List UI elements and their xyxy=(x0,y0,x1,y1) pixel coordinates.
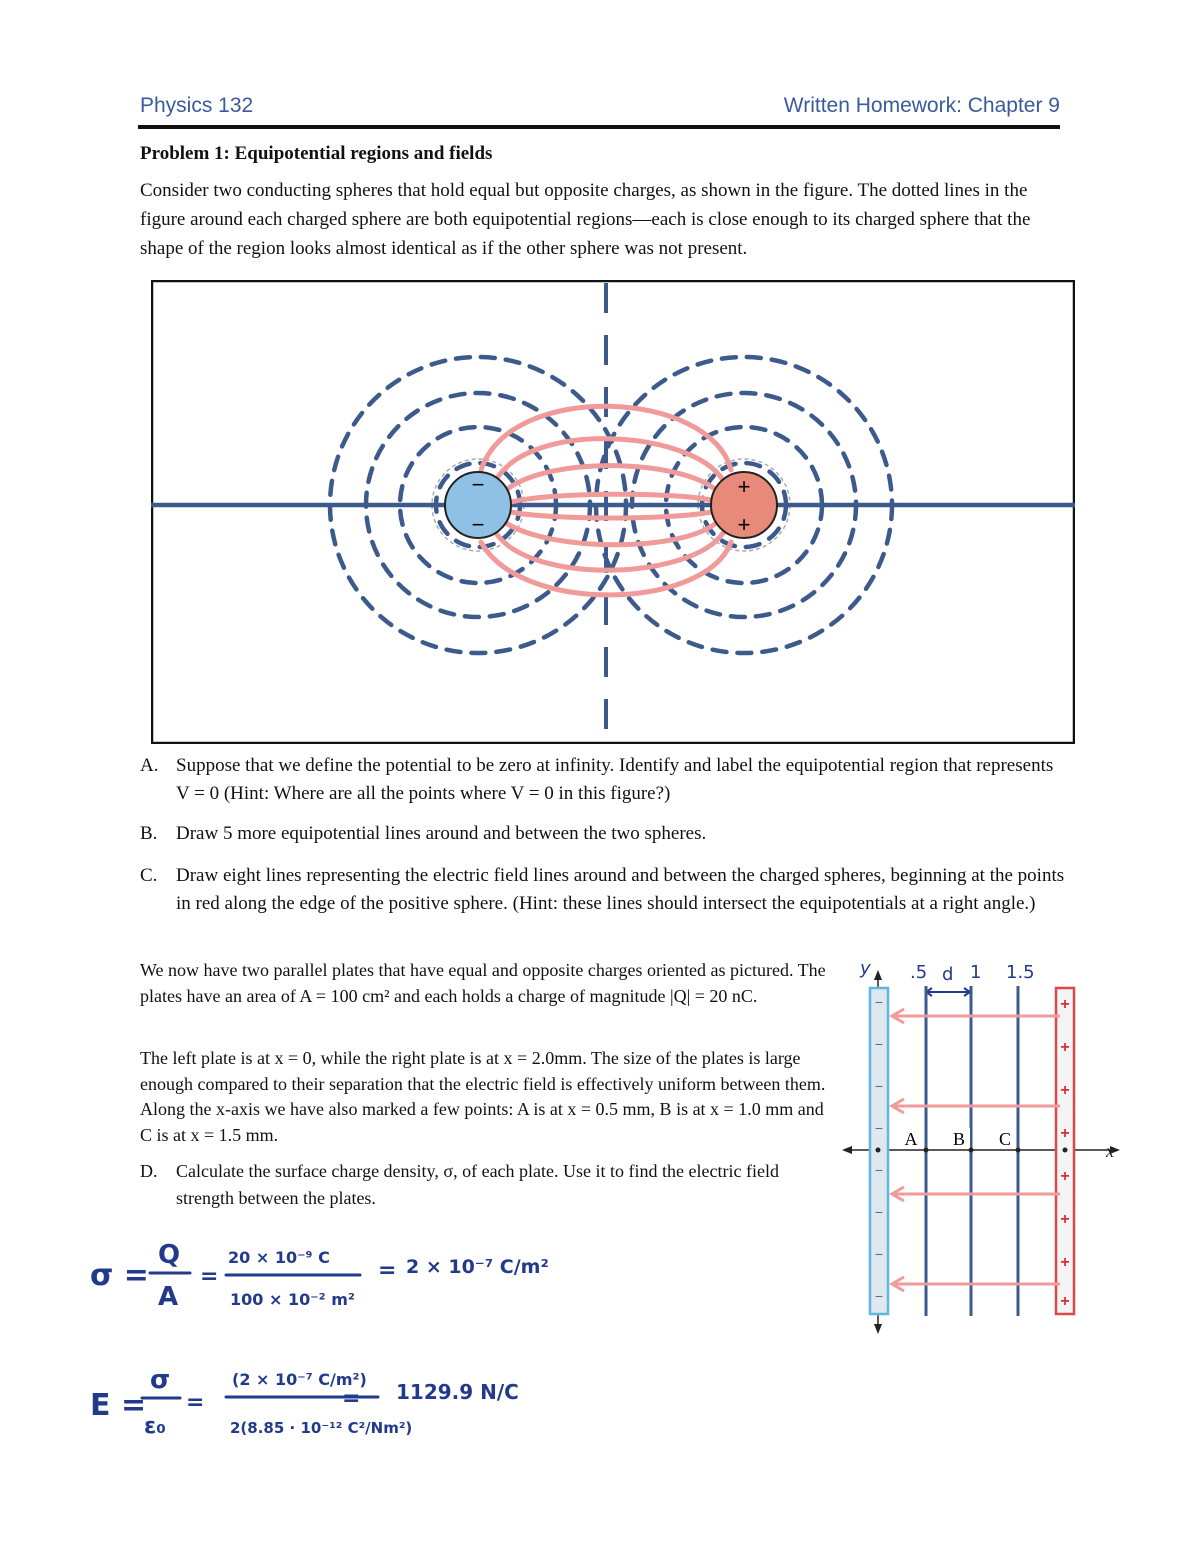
axis-x-label: x xyxy=(1106,1141,1114,1161)
sigma-lhs: σ = xyxy=(90,1258,149,1293)
e-num: σ xyxy=(150,1365,171,1395)
question-c-text: Draw eight lines representing the electric field lines around and between the charged spheres, beginning at the points in red along the edge of the positive sphere. (Hint: these lines should intersect the equipotentials at a right angle.) xyxy=(176,865,1065,914)
svg-text:+: + xyxy=(1060,1082,1070,1099)
neg-sign-bottom: − xyxy=(471,512,485,537)
pos-sign-top: + xyxy=(737,474,751,499)
problem-title: Problem 1: Equipotential regions and fields xyxy=(140,143,493,164)
problem-intro: Consider two conducting spheres that hold equal but opposite charges, as shown in the figure. The dotted lines in the figure around each charged sphere are both equipotential regions—each is close enough to its charged sphere that the shape of the region looks almost identical as if the other sphere was not present. xyxy=(140,180,1031,259)
figure-frame xyxy=(152,281,1074,743)
svg-text:−: − xyxy=(874,1036,884,1052)
e-result: 1129.9 N/C xyxy=(396,1380,519,1404)
svg-text:+: + xyxy=(1060,1039,1070,1056)
e-num2: (2 × 10⁻⁷ C/m²) xyxy=(232,1370,367,1389)
svg-text:−: − xyxy=(874,1288,884,1304)
header-rule xyxy=(138,125,1060,129)
svg-text:+: + xyxy=(1060,996,1070,1013)
course-title: Physics 132 xyxy=(140,94,254,117)
question-b-label: B. xyxy=(140,823,158,844)
question-a-label: A. xyxy=(140,755,159,776)
sigma-den: A xyxy=(158,1282,179,1312)
svg-text:−: − xyxy=(874,1204,884,1220)
eq3: = xyxy=(186,1390,205,1415)
assignment-title: Written Homework: Chapter 9 xyxy=(783,94,1060,117)
svg-text:−: − xyxy=(874,994,884,1010)
eq2: = xyxy=(378,1258,397,1283)
svg-text:−: − xyxy=(874,1162,884,1178)
question-a-text: Suppose that we define the potential to be zero at infinity. Identify and label the equipotential region that represents V = 0 (Hint: Where are all the points where V = 0 in this figure?) xyxy=(176,755,1054,804)
svg-text:−: − xyxy=(874,1246,884,1262)
axis-y-label: y xyxy=(860,958,871,979)
question-d-label: D. xyxy=(140,1161,158,1181)
sigma-num2: 20 × 10⁻⁹ C xyxy=(228,1248,330,1267)
sigma-result: 2 × 10⁻⁷ C/m² xyxy=(406,1256,549,1278)
plates-figure xyxy=(838,952,1128,1342)
question-d-text: Calculate the surface charge density, σ, of each plate. Use it to find the electric field strength between the plates. xyxy=(176,1161,779,1208)
svg-text:+: + xyxy=(1060,1293,1070,1310)
hand-label-one: 1 xyxy=(970,962,982,983)
svg-text:+: + xyxy=(1060,1125,1070,1142)
e-lhs: E = xyxy=(90,1388,147,1423)
neg-sign-top: − xyxy=(471,472,485,497)
question-c-label: C. xyxy=(140,865,158,886)
sigma-num: Q xyxy=(158,1240,181,1270)
point-a-label: A xyxy=(904,1129,918,1149)
plates-para2: The left plate is at x = 0, while the right plate is at x = 2.0mm. The size of the plates is large enough compared to their separation that the electric field is effectively uniform between them. Along the x-axis we have also marked a few points: A is at x = 0.5 mm, B is at x = 1.0 mm and C is at x = 1.5 mm. xyxy=(140,1048,826,1145)
eq4: = xyxy=(342,1386,361,1411)
svg-text:+: + xyxy=(1060,1254,1070,1271)
svg-text:+: + xyxy=(1060,1168,1070,1185)
eq1: = xyxy=(200,1264,219,1289)
svg-text:−: − xyxy=(874,1120,884,1136)
point-b-label: B xyxy=(952,1129,966,1149)
plates-para1: We now have two parallel plates that have equal and opposite charges oriented as pictured. The plates have an area of A = 100 cm² and each holds a charge of magnitude |Q| = 20 nC. xyxy=(140,960,826,1006)
svg-text:−: − xyxy=(874,1078,884,1094)
svg-text:+: + xyxy=(1060,1211,1070,1228)
hand-label-d: d xyxy=(942,964,954,985)
e-den: ε₀ xyxy=(144,1414,166,1439)
hand-label-onehalf: 1.5 xyxy=(1006,962,1035,983)
point-c-label: C xyxy=(998,1129,1012,1149)
question-b-text: Draw 5 more equipotential lines around and between the two spheres. xyxy=(176,823,707,844)
e-den2: 2(8.85 · 10⁻¹² C²/Nm²) xyxy=(230,1419,413,1437)
sigma-den2: 100 × 10⁻² m² xyxy=(230,1290,355,1309)
spheres-figure xyxy=(151,280,1075,744)
handwritten-work xyxy=(80,1225,640,1455)
pos-sign-bottom: + xyxy=(737,512,751,537)
hand-label-half: .5 xyxy=(910,962,928,983)
